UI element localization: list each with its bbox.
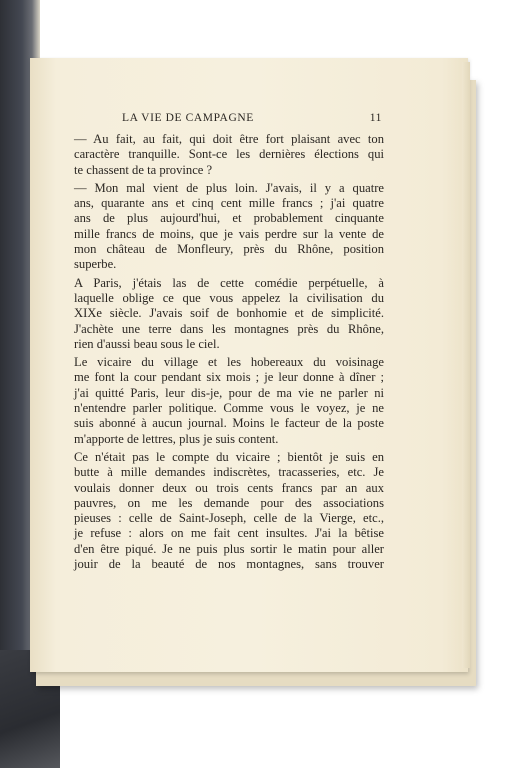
text-line: Ce n'était pas le compte du vicaire ; bientôt je suis en xyxy=(74,449,384,464)
text-line: suis abonné à aucun journal. Moins le facteur de la poste xyxy=(74,416,384,431)
paragraph xyxy=(62,450,384,572)
text-line: rien d'aussi beau sous le ciel. xyxy=(74,336,220,351)
text-line: te chassent de ta province ? xyxy=(74,162,213,177)
text-line: d'en être piqué. Je ne puis plus sortir le matin pour aller xyxy=(74,541,384,556)
text-line: j'ai quitté Paris, leur dis-je, pour de ma vie ne parler ni xyxy=(74,385,384,400)
text-line: — Mon mal vient de plus loin. J'avais, il y a quatre xyxy=(74,180,384,195)
text-line: je refuse : alors on me fait cent insultes. J'ai la bêtise xyxy=(74,526,384,541)
paragraph xyxy=(62,181,384,273)
running-head xyxy=(62,112,384,128)
running-title: LA VIE DE CAMPAGNE xyxy=(122,112,254,124)
text-line: ans de plus aujourd'hui, et probablement cinquante xyxy=(74,211,384,226)
text-line: superbe. xyxy=(74,257,117,272)
text-line: butte à mille demandes indiscrètes, tracasseries, etc. Je xyxy=(74,465,384,480)
text-line: pauvres, on me les demande pour des associations xyxy=(74,495,384,510)
text-line: mon château de Monfleury, près du Rhône, position xyxy=(74,242,384,257)
text-line: voulais donner deux ou trois cents francs par an aux xyxy=(74,480,384,495)
text-line: — Au fait, au fait, qui doit être fort plaisant avec ton xyxy=(74,132,384,146)
text-line: caractère tranquille. Sont-ce les dernières élections qui xyxy=(74,147,384,162)
text-line: XIXe siècle. J'avais soif de bonhomie et de simplicité. xyxy=(74,306,384,321)
text-line: Le vicaire du village et les hobereaux du voisinage xyxy=(74,355,384,370)
text-line: m'apporte de lettres, plus je suis content. xyxy=(74,431,279,446)
text-line: J'achète une terre dans les montagnes près du Rhône, xyxy=(74,321,384,336)
text-line: jouir de la beauté de nos montagnes, sans trouver xyxy=(74,557,384,572)
text-line: A Paris, j'étais las de cette comédie perpétuelle, à xyxy=(74,275,384,290)
page-body-text xyxy=(62,132,384,575)
text-line: pieuses : celle de Saint-Joseph, celle de la Vierge, etc., xyxy=(74,511,384,526)
page-number: 11 xyxy=(369,112,382,124)
text-line: me font la cour pendant six mois ; je leur donne à dîner ; xyxy=(74,370,384,385)
paragraph xyxy=(62,132,384,178)
page-edge xyxy=(462,62,470,668)
text-line: laquelle oblige ce que vous appelez la civilisation du xyxy=(74,290,384,305)
paragraph xyxy=(62,355,384,447)
text-line: n'entendre parler politique. Comme vous le voyez, je ne xyxy=(74,401,384,416)
text-line: ans, quarante ans et cinq cent mille francs ; j'ai quatre xyxy=(74,196,384,211)
paragraph xyxy=(62,276,384,352)
text-line: mille francs de moins, que je vais perdre sur la vente de xyxy=(74,226,384,241)
